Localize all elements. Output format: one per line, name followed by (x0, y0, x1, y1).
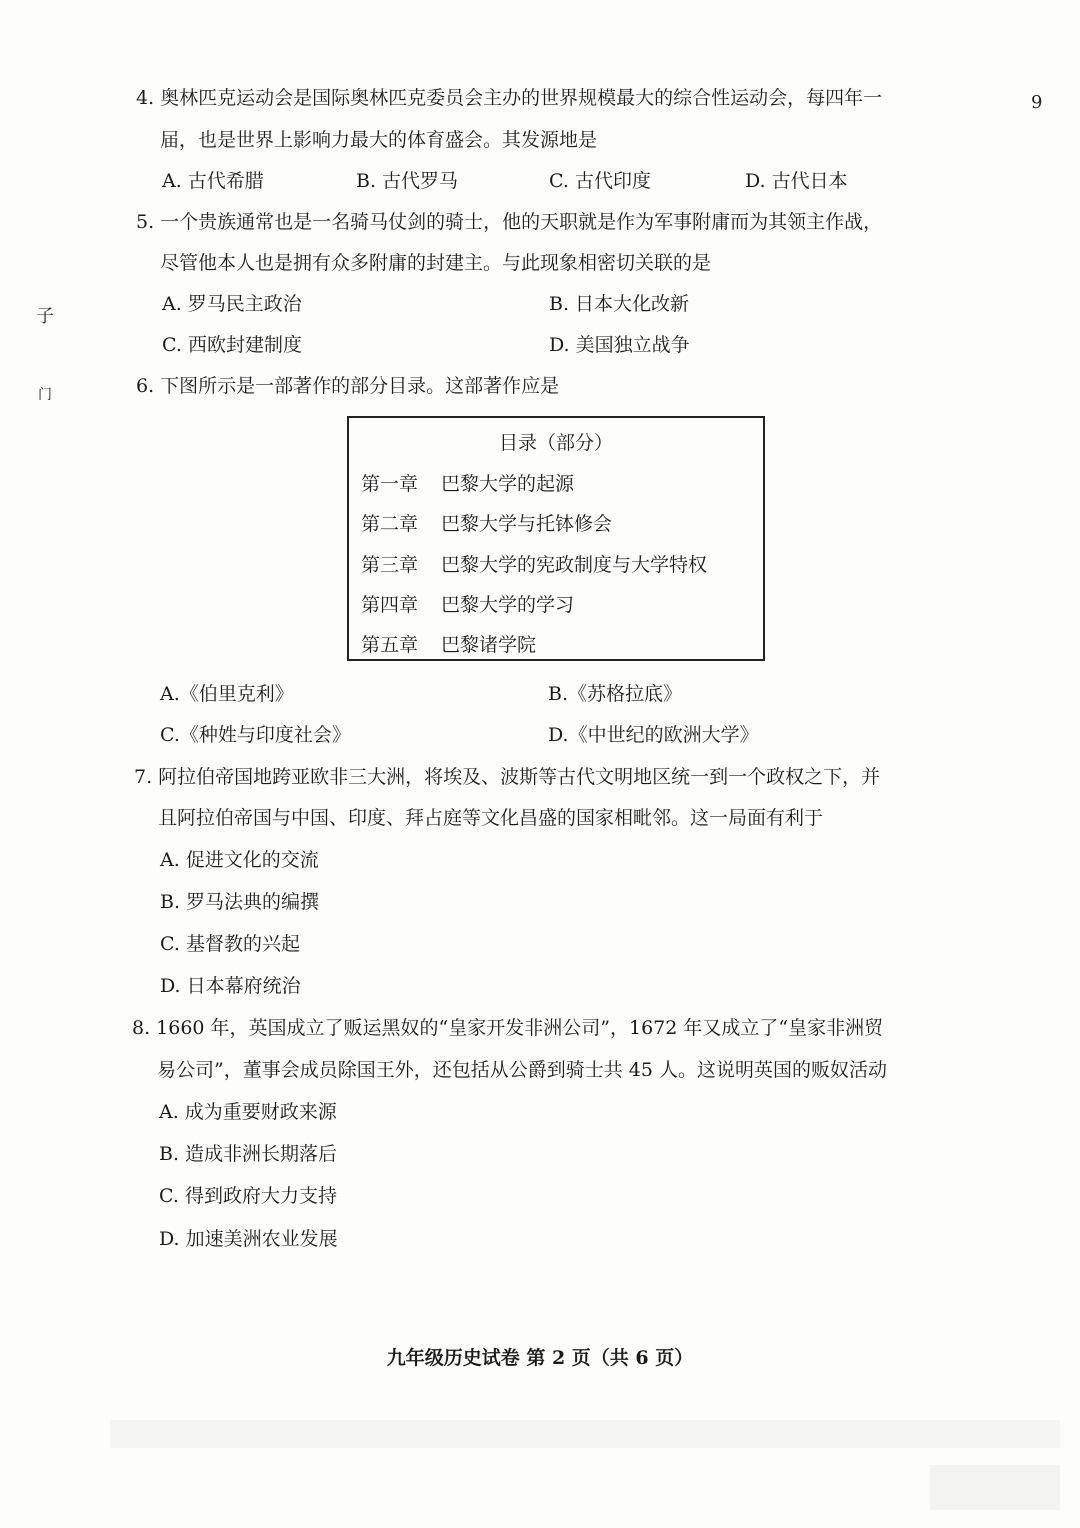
q4-option-c: C. 古代印度 (549, 170, 651, 192)
scan-shadow (110, 1420, 1060, 1448)
toc-chapter-title: 巴黎大学的起源 (441, 473, 575, 495)
q4-option-d: D. 古代日本 (745, 170, 848, 192)
q7-option-b: B. 罗马法典的编撰 (160, 891, 320, 913)
q6-option-b: B.《苏格拉底》 (548, 683, 683, 705)
toc-chapter: 第二章 (361, 513, 419, 535)
q6-option-c: C.《种姓与印度社会》 (160, 724, 351, 746)
toc-chapter-title: 巴黎诸学院 (441, 634, 537, 656)
q4-option-a: A. 古代希腊 (162, 170, 264, 192)
q6-stem-line1: 6. 下图所示是一部著作的部分目录。这部著作应是 (136, 375, 560, 397)
toc-row (361, 630, 536, 657)
q8-option-d: D. 加速美洲农业发展 (159, 1228, 338, 1250)
q4-stem-line2: 届，也是世界上影响力最大的体育盛会。其发源地是 (160, 129, 598, 151)
toc-row (361, 590, 574, 617)
toc-chapter: 第五章 (361, 634, 419, 656)
q7-stem-line1: 7. 阿拉伯帝国地跨亚欧非三大洲，将埃及、波斯等古代文明地区统一到一个政权之下，并 (134, 766, 881, 788)
margin-mark-1: 子 (36, 306, 54, 327)
toc-row (361, 509, 612, 536)
page-number-mark: 9 (1031, 92, 1043, 113)
q5-option-c: C. 西欧封建制度 (162, 334, 302, 356)
q4-stem-line1: 4. 奥林匹克运动会是国际奥林匹克委员会主办的世界规模最大的综合性运动会，每四年一 (136, 87, 883, 109)
q7-option-c: C. 基督教的兴起 (160, 933, 300, 955)
scan-shadow (930, 1465, 1060, 1510)
toc-chapter: 第三章 (361, 554, 419, 576)
q6-option-a: A.《伯里克利》 (160, 683, 294, 705)
q5-stem-line2: 尽管他本人也是拥有众多附庸的封建主。与此现象相密切关联的是 (160, 252, 712, 274)
q8-option-b: B. 造成非洲长期落后 (159, 1143, 338, 1165)
q5-option-d: D. 美国独立战争 (549, 334, 690, 356)
q7-option-d: D. 日本幕府统治 (160, 975, 301, 997)
q4-option-b: B. 古代罗马 (356, 170, 459, 192)
margin-mark-2: 门 (38, 387, 52, 403)
q6-option-d: D.《中世纪的欧洲大学》 (548, 724, 759, 746)
q5-option-b: B. 日本大化改新 (549, 293, 690, 315)
q7-stem-line2: 且阿拉伯帝国与中国、印度、拜占庭等文化昌盛的国家相毗邻。这一局面有利于 (158, 807, 824, 829)
toc-chapter-title: 巴黎大学的学习 (441, 594, 575, 616)
q8-stem-line1: 8. 1660 年，英国成立了贩运黑奴的“皇家开发非洲公司”，1672 年又成立了“皇家非洲贸 (132, 1017, 884, 1039)
table-of-contents-box (347, 416, 765, 661)
toc-chapter-title: 巴黎大学的宪政制度与大学特权 (441, 554, 708, 576)
toc-row (361, 469, 574, 496)
q5-stem-line1: 5. 一个贵族通常也是一名骑马仗剑的骑士，他的天职就是作为军事附庸而为其领主作战， (136, 211, 883, 233)
page-footer: 九年级历史试卷 第 2 页（共 6 页） (386, 1347, 694, 1369)
q8-option-a: A. 成为重要财政来源 (159, 1101, 337, 1123)
toc-row (361, 550, 707, 577)
toc-chapter: 第一章 (361, 473, 419, 495)
toc-chapter: 第四章 (361, 594, 419, 616)
toc-title: 目录（部分） (498, 432, 613, 454)
q5-option-a: A. 罗马民主政治 (162, 293, 302, 315)
q7-option-a: A. 促进文化的交流 (160, 849, 319, 871)
toc-chapter-title: 巴黎大学与托钵修会 (441, 513, 613, 535)
q8-option-c: C. 得到政府大力支持 (159, 1185, 337, 1207)
q8-stem-line2: 易公司”，董事会成员除国王外，还包括从公爵到骑士共 45 人。这说明英国的贩奴活动 (157, 1059, 887, 1081)
